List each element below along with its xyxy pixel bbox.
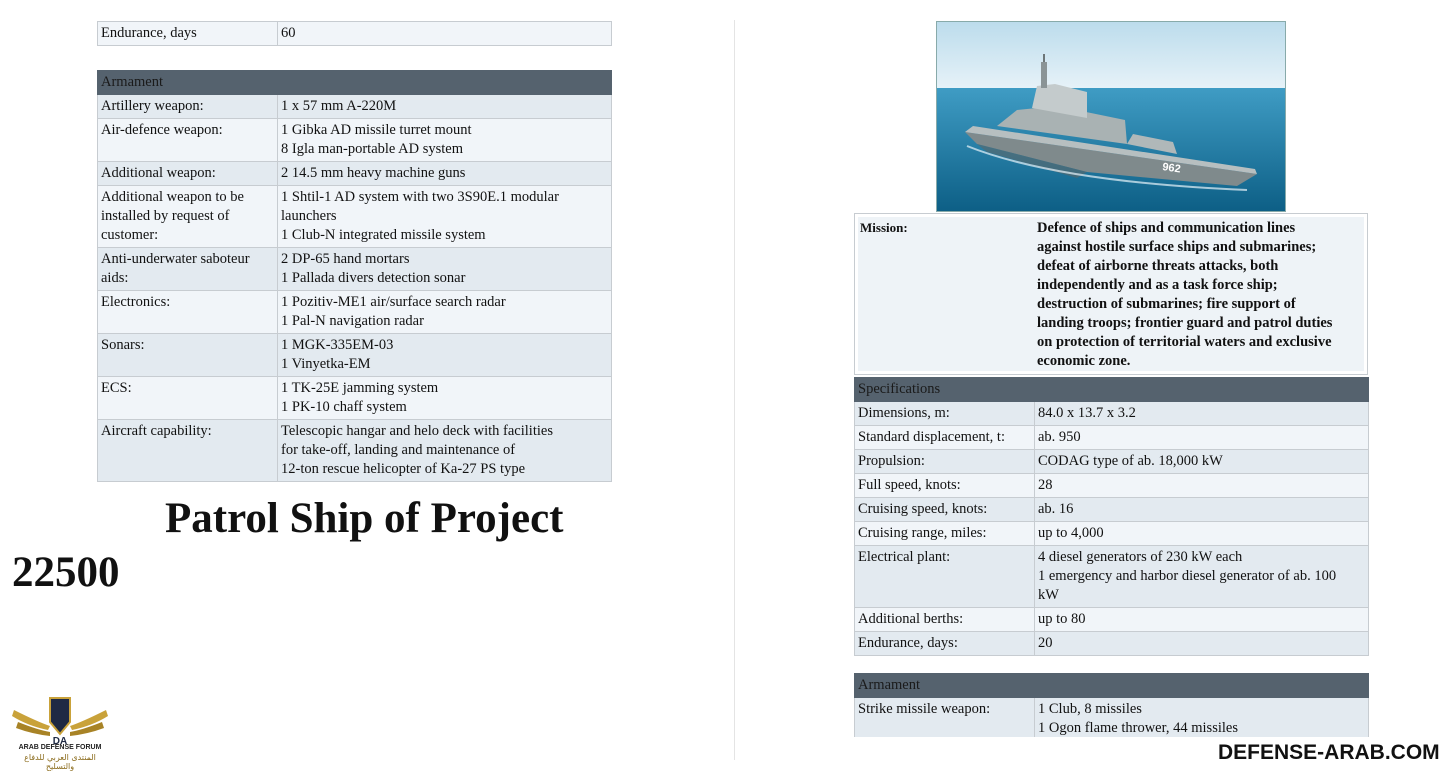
row-label: Air-defence weapon:: [98, 119, 278, 162]
row-label: Dimensions, m:: [855, 402, 1035, 426]
row-label: Electrical plant:: [855, 546, 1035, 608]
table-row: [98, 248, 612, 291]
svg-text:DA: DA: [52, 736, 68, 746]
table-header-row: [855, 378, 1369, 402]
page-divider: [734, 20, 735, 760]
table-row: [855, 632, 1369, 656]
table-row: [855, 450, 1369, 474]
row-label: Propulsion:: [855, 450, 1035, 474]
ship-illustration: [937, 22, 1285, 211]
row-label: Cruising range, miles:: [855, 522, 1035, 546]
ship-photo: [936, 21, 1286, 212]
row-value: 20: [1035, 632, 1369, 656]
row-label: Additional weapon:: [98, 162, 278, 186]
table-row: [855, 426, 1369, 450]
mission-text: Defence of ships and communication lines against hostile surface ships and submarines; defeat of airborne threats attacks, both independently and as a task force ship; destruction of submarines; fire support of landing troops; frontier guard and patrol duties on protection of territorial waters and exclusive economic zone.: [1037, 220, 1333, 369]
table-row: [855, 698, 1369, 741]
row-label: ECS:: [98, 377, 278, 420]
row-label: Electronics:: [98, 291, 278, 334]
specifications-table: [854, 377, 1369, 656]
table-row: [98, 95, 612, 119]
table-row: [855, 522, 1369, 546]
watermark: DEFENSE-ARAB.COM: [1218, 741, 1440, 764]
page-title-line2: 22500: [12, 549, 120, 596]
row-value: 2 DP-65 hand mortars 1 Pallada divers detection sonar: [278, 248, 612, 291]
row-label: Anti-underwater saboteur aids:: [98, 248, 278, 291]
row-value: Telescopic hangar and helo deck with facilities for take-off, landing and maintenance of 12-ton rescue helicopter of Ka-27 PS type: [278, 420, 612, 482]
armament-header: Armament: [98, 71, 612, 95]
row-label: Additional weapon to be installed by request of customer:: [98, 186, 278, 248]
row-value: up to 80: [1035, 608, 1369, 632]
row-label: Artillery weapon:: [98, 95, 278, 119]
row-label: Sonars:: [98, 334, 278, 377]
row-label: Aircraft capability:: [98, 420, 278, 482]
row-value: 28: [1035, 474, 1369, 498]
specifications-header: Specifications: [855, 378, 1369, 402]
table-row: [855, 474, 1369, 498]
row-value: 1 TK-25E jamming system 1 PK-10 chaff system: [278, 377, 612, 420]
table-row: [855, 546, 1369, 608]
right-armament-table: [854, 673, 1369, 741]
row-value: ab. 950: [1035, 426, 1369, 450]
row-value: 1 Shtil-1 AD system with two 3S90E.1 modular launchers 1 Club-N integrated missile system: [278, 186, 612, 248]
table-header-row: [98, 71, 612, 95]
table-row: [98, 420, 612, 482]
table-row: [98, 119, 612, 162]
row-value: 60: [278, 22, 612, 46]
row-value: 2 14.5 mm heavy machine guns: [278, 162, 612, 186]
row-value: 4 diesel generators of 230 kW each 1 emergency and harbor diesel generator of ab. 100 kW: [1035, 546, 1369, 608]
table-row: [855, 498, 1369, 522]
table-row: [98, 291, 612, 334]
row-label: Full speed, knots:: [855, 474, 1035, 498]
table-row: [855, 402, 1369, 426]
logo-arabic: المنتدى العربي للدفاع والتسليح: [24, 753, 96, 771]
row-value: 84.0 x 13.7 x 3.2: [1035, 402, 1369, 426]
row-value: 1 Pozitiv-ME1 air/surface search radar 1 Pal-N navigation radar: [278, 291, 612, 334]
row-label: Endurance, days: [98, 22, 278, 46]
left-armament-table: [97, 70, 612, 482]
row-value: 1 MGK-335EM-03 1 Vinyetka-EM: [278, 334, 612, 377]
mission-label: Mission:: [860, 220, 908, 235]
eagle-shield-icon: [8, 692, 112, 746]
row-label: Cruising speed, knots:: [855, 498, 1035, 522]
row-label: Additional berths:: [855, 608, 1035, 632]
sky: [937, 22, 1285, 88]
hull-number: 962: [1161, 161, 1182, 176]
table-row: [98, 186, 612, 248]
row-value: up to 4,000: [1035, 522, 1369, 546]
row-label: Endurance, days:: [855, 632, 1035, 656]
row-label: Strike missile weapon:: [855, 698, 1035, 741]
mission-box: [854, 213, 1368, 375]
table-row: [98, 162, 612, 186]
page-title-line1: Patrol Ship of Project: [165, 495, 564, 542]
row-label: Standard displacement, t:: [855, 426, 1035, 450]
table-row: [98, 334, 612, 377]
table-row: [855, 608, 1369, 632]
row-value: ab. 16: [1035, 498, 1369, 522]
row-value: 1 Club, 8 missiles 1 Ogon flame thrower, 44 missiles: [1035, 698, 1369, 741]
row-value: 1 x 57 mm A-220M: [278, 95, 612, 119]
armament-header: Armament: [855, 674, 1369, 698]
table-row: [98, 22, 612, 46]
row-value: 1 Gibka AD missile turret mount 8 Igla man-portable AD system: [278, 119, 612, 162]
table-header-row: [855, 674, 1369, 698]
forum-logo: [8, 692, 112, 771]
logo-name: ARAB DEFENSE FORUM: [18, 744, 102, 751]
endurance-table: [97, 21, 612, 46]
table-row: [98, 377, 612, 420]
row-value: CODAG type of ab. 18,000 kW: [1035, 450, 1369, 474]
